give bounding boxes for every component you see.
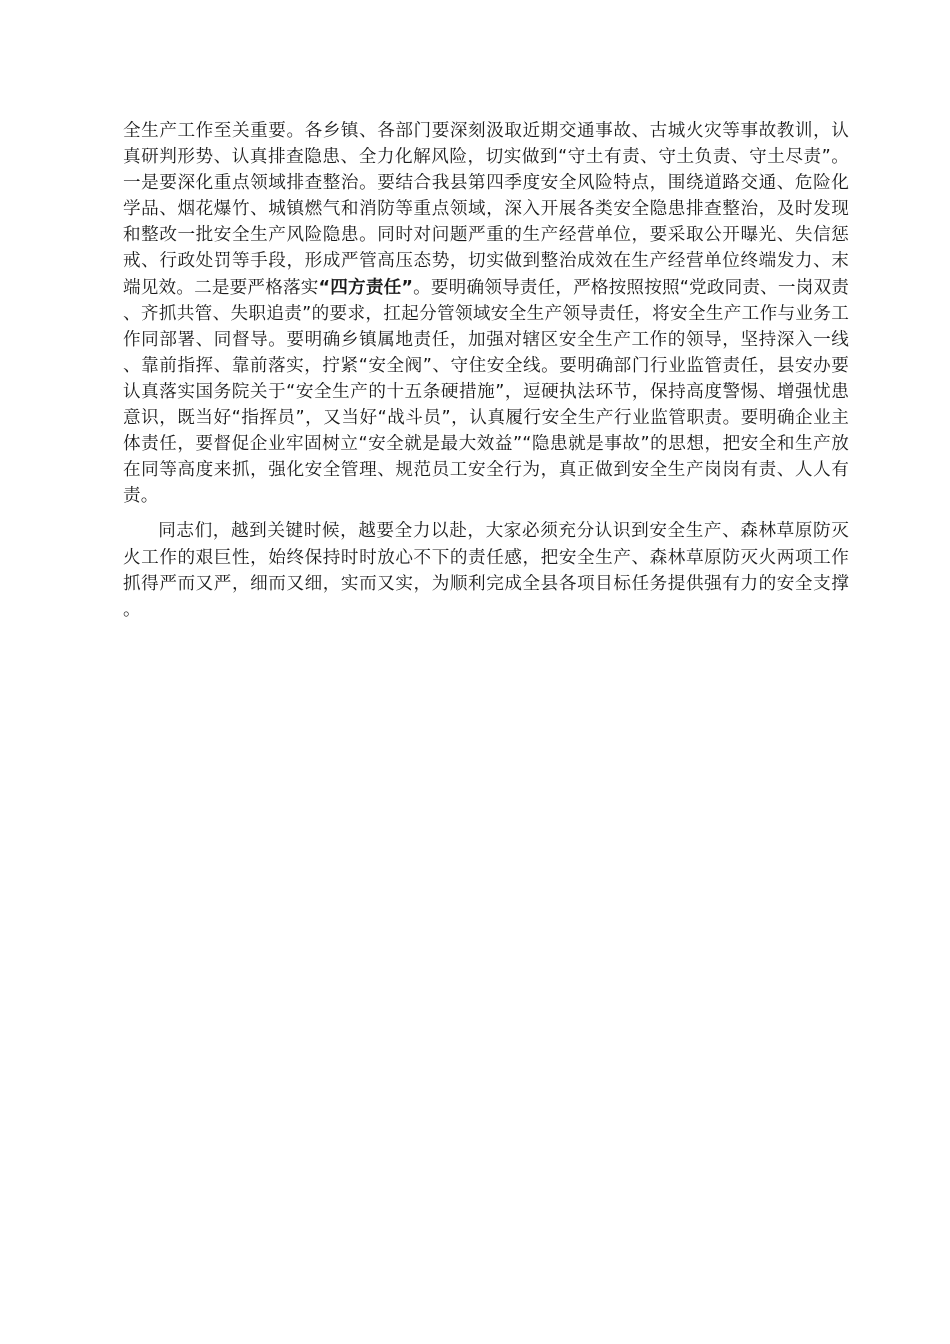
document-body <box>123 118 849 623</box>
paragraph-responsibility <box>123 118 849 509</box>
paragraph-closing <box>123 518 849 622</box>
emphasis-four-responsibilities: “四方责任” <box>318 277 414 298</box>
paragraph-text: 同志们，越到关键时候，越要全力以赴，大家必须充分认识到安全生产、森林草原防灭火工作的艰巨性，始终保持时时放心不下的责任感，把安全生产、森林草原防灭火两项工作抓得严而又严，细而又细，实而又实，为顺利完成全县各项目标任务提供强有力的安全支撑。 <box>123 521 849 620</box>
paragraph-text: 全生产工作至关重要。各乡镇、各部门要深刻汲取近期交通事故、古城火灾等事故教训，认真研判形势、认真排查隐患、全力化解风险，切实做到“守土有责、守土负责、守土尽责”。一是要深化重点领域排查整治。要结合我县第四季度安全风险特点，围绕道路交通、危险化学品、烟花爆竹、城镇燃气和消防等重点领域，深入开展各类安全隐患排查整治，及时发现和整改一批安全生产风险隐患。同时对问题严重的生产经营单位，要采取公开曝光、失信惩戒、行政处罚等手段，形成严管高压态势，切实做到整治成效在生产经营单位终端发力、末端见效。二是要严格落实 <box>123 121 849 298</box>
paragraph-text: 。要明确领导责任，严格按照按照“党政同责、一岗双责、齐抓共管、失职追责”的要求，扛起分管领域安全生产领导责任，将安全生产工作与业务工作同部署、同督导。要明确乡镇属地责任，加强对辖区安全生产工作的领导，坚持深入一线、靠前指挥、靠前落实，拧紧“安全阀”、守住安全线。要明确部门行业监管责任，县安办要认真落实国务院关于“安全生产的十五条硬措施”，逗硬执法环节，保持高度警惕、增强忧患意识，既当好“指挥员”，又当好“战斗员”，认真履行安全生产行业监管职责。要明确企业主体责任，要督促企业牢固树立“安全就是最大效益”“隐患就是事故”的思想，把安全和生产放在同等高度来抓，强化安全管理、规范员工安全行为，真正做到安全生产岗岗有责、人人有责。 <box>123 277 849 507</box>
